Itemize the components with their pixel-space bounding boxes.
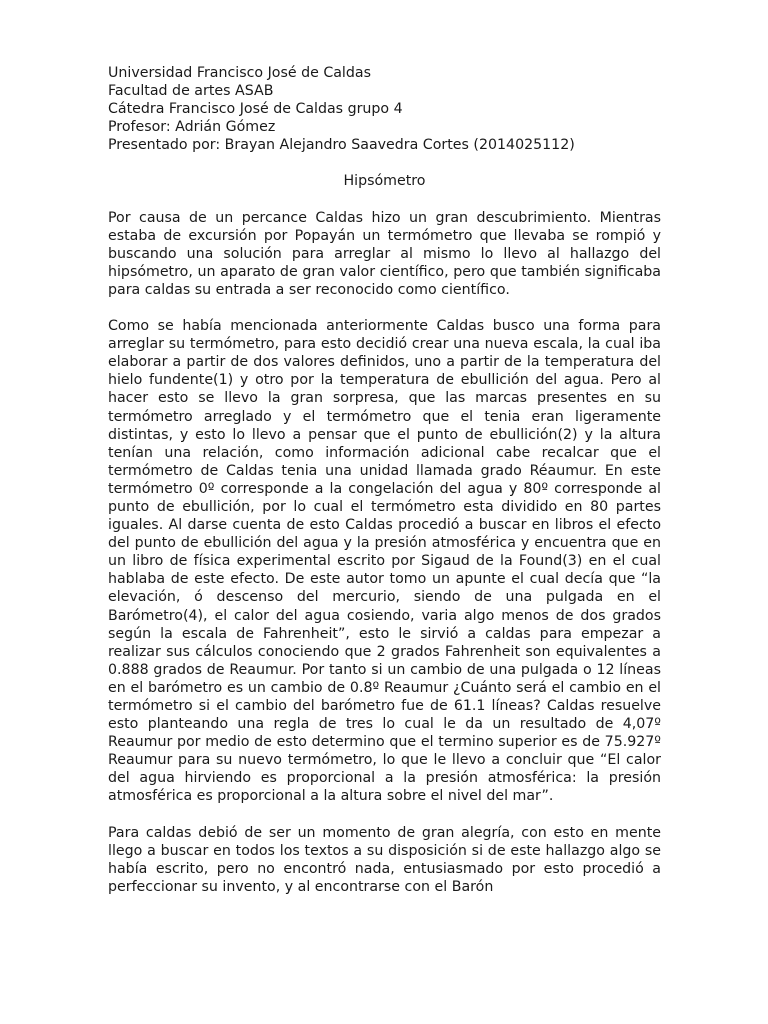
header-faculty: Facultad de artes ASAB xyxy=(108,83,274,100)
header-course: Cátedra Francisco José de Caldas grupo 4 xyxy=(108,101,403,118)
paragraph-continuation: Para caldas debió de ser un momento de gran alegría, con esto en mente llego a buscar en todos los textos a su disposición si de este hallazgo algo se había escrito, pero no encontró nada, entusiasmado por esto procedió a perfeccionar su invento, y al encontrarse con el Barón xyxy=(108,824,661,895)
header-university: Universidad Francisco José de Caldas xyxy=(108,65,371,81)
header-professor: Profesor: Adrián Gómez xyxy=(108,119,276,136)
document-header xyxy=(108,64,661,154)
document-title: Hipsómetro xyxy=(343,173,426,190)
paragraph-intro: Por causa de un percance Caldas hizo un gran descubrimiento. Mientras estaba de excursión por Popayán un termómetro que llevaba se rompió y buscando una solución para arreglar al mismo lo llevo al hallazgo del hipsómetro, un aparato de gran valor científico, pero que también significaba para caldas su entrada a ser reconocido como científico. xyxy=(108,209,661,298)
header-author: Presentado por: Brayan Alejandro Saavedra Cortes (2014025112) xyxy=(108,137,575,154)
document-page xyxy=(108,64,661,914)
paragraph-body: Como se había mencionada anteriormente Caldas busco una forma para arreglar su termómetro, para esto decidió crear una nueva escala, la cual iba elaborar a partir de dos valores definidos, uno a partir de la temperatura del hielo fundente(1) y otro por la temperatura de ebullición del agua. Pero al hacer esto se llevo la gran sorpresa, que las marcas presentes en su termómetro arreglado y el termómetro que el tenia eran ligeramente distintas, y esto lo llevo a pensar que el punto de ebullición(2) y la altura tenían una relación, como información adicional cabe recalcar que el termómetro de Caldas tenia una unidad llamada grado Réaumur. En este termómetro 0º corresponde a la congelación del agua y 80º corresponde al punto de ebullición, por lo cual el termómetro esta dividido en 80 partes iguales. Al darse cuenta de esto Caldas procedió a buscar en libros el efecto del punto de ebullición del agua y la presión atmosférica y encuentra que en un libro de física experimental escrito por Sigaud de la Found(3) en el cual hablaba de este efecto. De este autor tomo un apunte el cual decía que “la elevación, ó descenso del mercurio, siendo de una pulgada en el Barómetro(4), el calor del agua cosiendo, varia algo menos de dos grados según la escala de Fahrenheit”, esto le sirvió a caldas para empezar a realizar sus cálculos conociendo que 2 grados Fahrenheit son equivalentes a 0.888 grados de Reaumur. Por tanto si un cambio de una pulgada o 12 líneas en el barómetro es un cambio de 0.8º Reaumur ¿Cuánto será el cambio en el termómetro si el cambio del barómetro fue de 61.1 líneas? Caldas resuelve esto planteando una regla de tres lo cual le da un resultado de 4,07º Reaumur por medio de esto determino que el termino superior es de 75.927º Reaumur para su nuevo termómetro, lo que le llevo a concluir que “El calor del agua hirviendo es proporcional a la presión atmosférica: la presión atmosférica es proporcional a la altura sobre el nivel del mar”. xyxy=(108,318,661,805)
